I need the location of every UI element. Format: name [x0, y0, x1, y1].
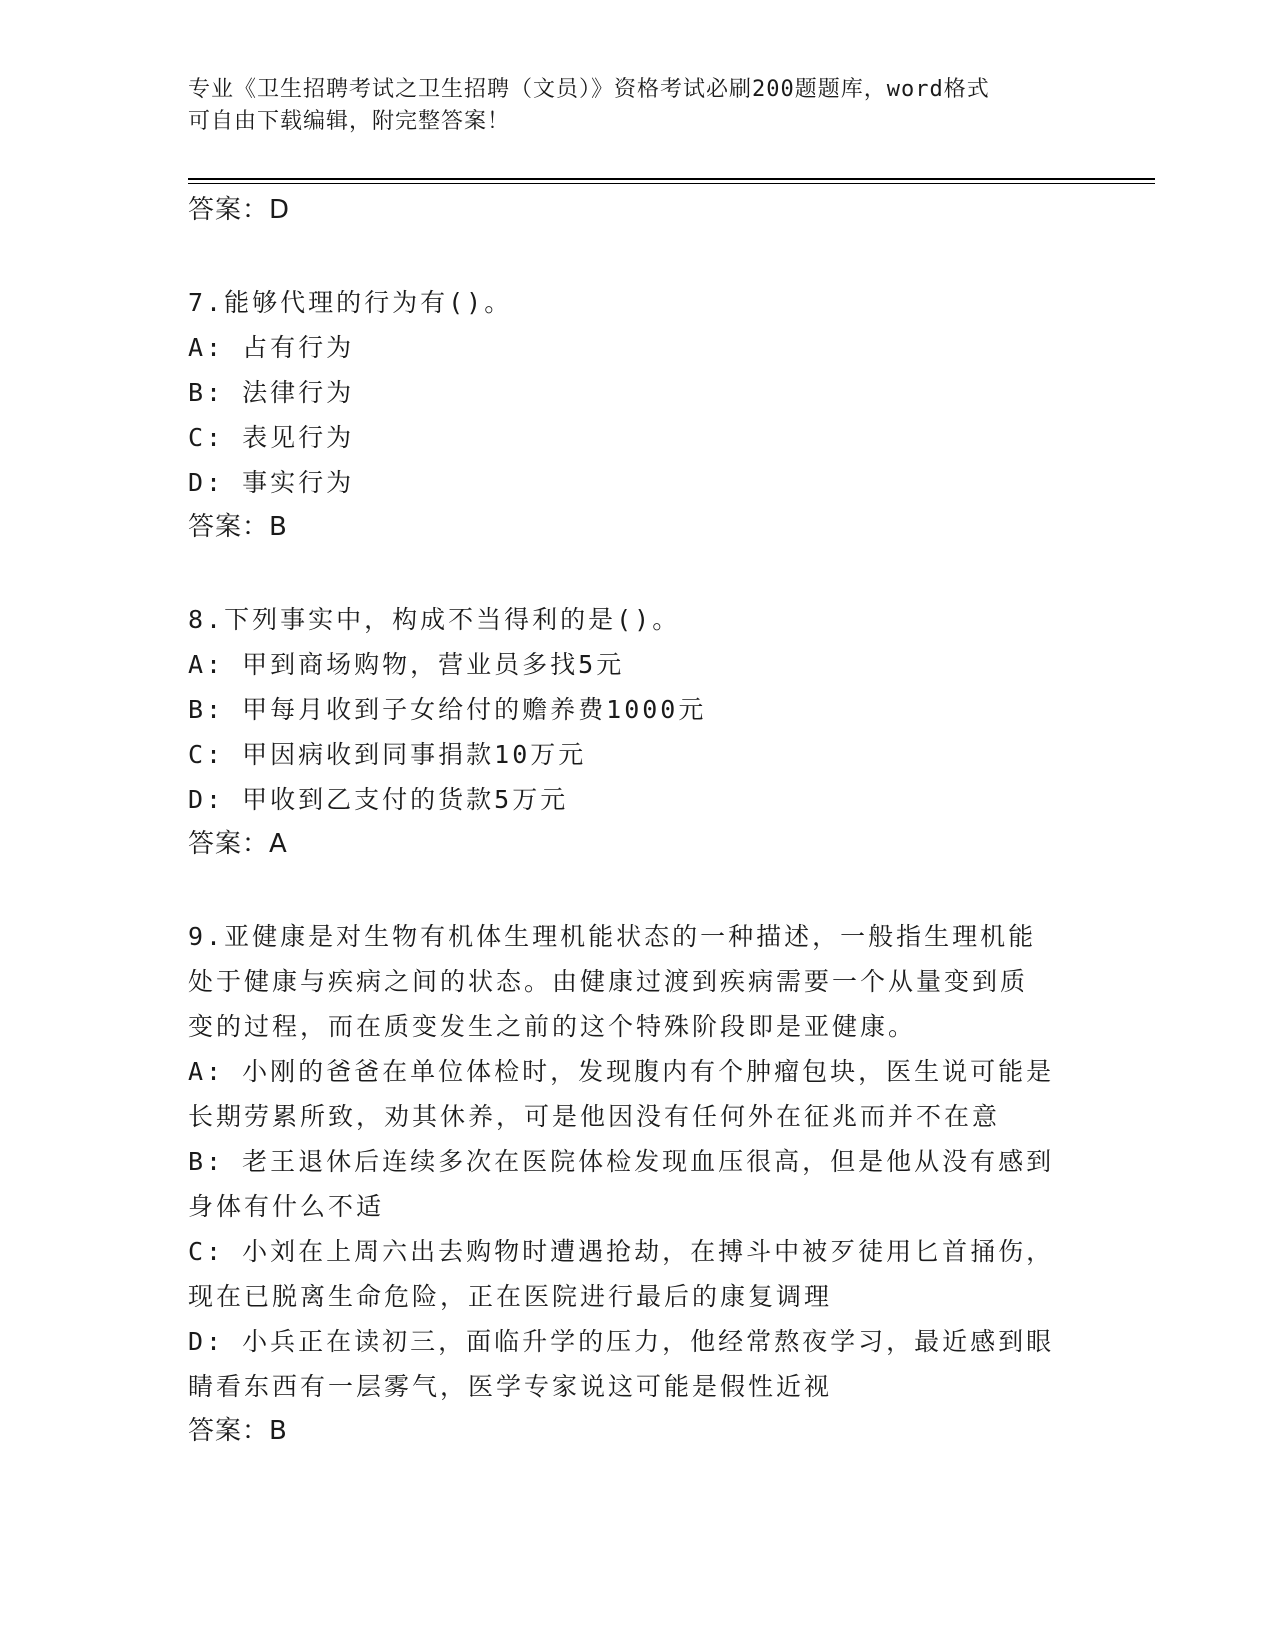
- answer-line: 答案：B: [188, 512, 288, 542]
- question-stem: 处于健康与疾病之间的状态。由健康过渡到疾病需要一个从量变到质: [188, 967, 1029, 996]
- header-line-2: 可自由下载编辑，附完整答案！: [188, 109, 511, 134]
- answer-line: 答案：A: [188, 829, 288, 859]
- option-b: B: 甲每月收到子女给付的赡养费1000元: [188, 695, 707, 724]
- spacer: [188, 550, 1088, 597]
- option-d-continued: 睛看东西有一层雾气，医学专家说这可能是假性近视: [188, 1372, 833, 1401]
- document-header: [188, 74, 1068, 138]
- option-d: D: 小兵正在读初三，面临升学的压力，他经常熬夜学习，最近感到眼: [188, 1327, 1055, 1356]
- spacer: [188, 233, 1088, 280]
- option-c-continued: 现在已脱离生命危险，正在医院进行最后的康复调理: [188, 1282, 833, 1311]
- option-c: C: 甲因病收到同事捐款10万元: [188, 740, 587, 769]
- question-block: [188, 597, 1088, 867]
- option-b: B: 老王退休后连续多次在医院体检发现血压很高，但是他从没有感到: [188, 1147, 1055, 1176]
- header-line-1: 专业《卫生招聘考试之卫生招聘（文员）》资格考试必刷200题题库，word格式: [188, 77, 990, 102]
- option-b-continued: 身体有什么不适: [188, 1192, 385, 1221]
- question-stem: 8.下列事实中，构成不当得利的是()。: [188, 605, 681, 634]
- question-stem: 7.能够代理的行为有()。: [188, 288, 513, 317]
- header-rule-thick: [188, 178, 1155, 180]
- question-block: [188, 280, 1088, 550]
- answer-line: 答案：B: [188, 1416, 288, 1446]
- option-a: A: 占有行为: [188, 333, 355, 362]
- spacer: [188, 867, 1088, 914]
- option-a-continued: 长期劳累所致，劝其休养，可是他因没有任何外在征兆而并不在意: [188, 1102, 1001, 1131]
- option-d: D: 甲收到乙支付的货款5万元: [188, 785, 569, 814]
- question-block: [188, 914, 1088, 1454]
- option-c: C: 小刘在上周六出去购物时遭遇抢劫，在搏斗中被歹徒用匕首捅伤，: [188, 1237, 1055, 1266]
- option-a: A: 小刚的爸爸在单位体检时，发现腹内有个肿瘤包块，医生说可能是: [188, 1057, 1055, 1086]
- previous-answer: 答案：D: [188, 195, 291, 225]
- question-stem: 9.亚健康是对生物有机体生理机能状态的一种描述，一般指生理机能: [188, 922, 1037, 951]
- option-d: D: 事实行为: [188, 468, 355, 497]
- option-a: A: 甲到商场购物，营业员多找5元: [188, 650, 625, 679]
- question-stem: 变的过程，而在质变发生之前的这个特殊阶段即是亚健康。: [188, 1012, 917, 1041]
- header-rule-thin: [188, 183, 1155, 184]
- option-c: C: 表见行为: [188, 423, 355, 452]
- question-content: [188, 188, 1088, 1454]
- option-b: B: 法律行为: [188, 378, 355, 407]
